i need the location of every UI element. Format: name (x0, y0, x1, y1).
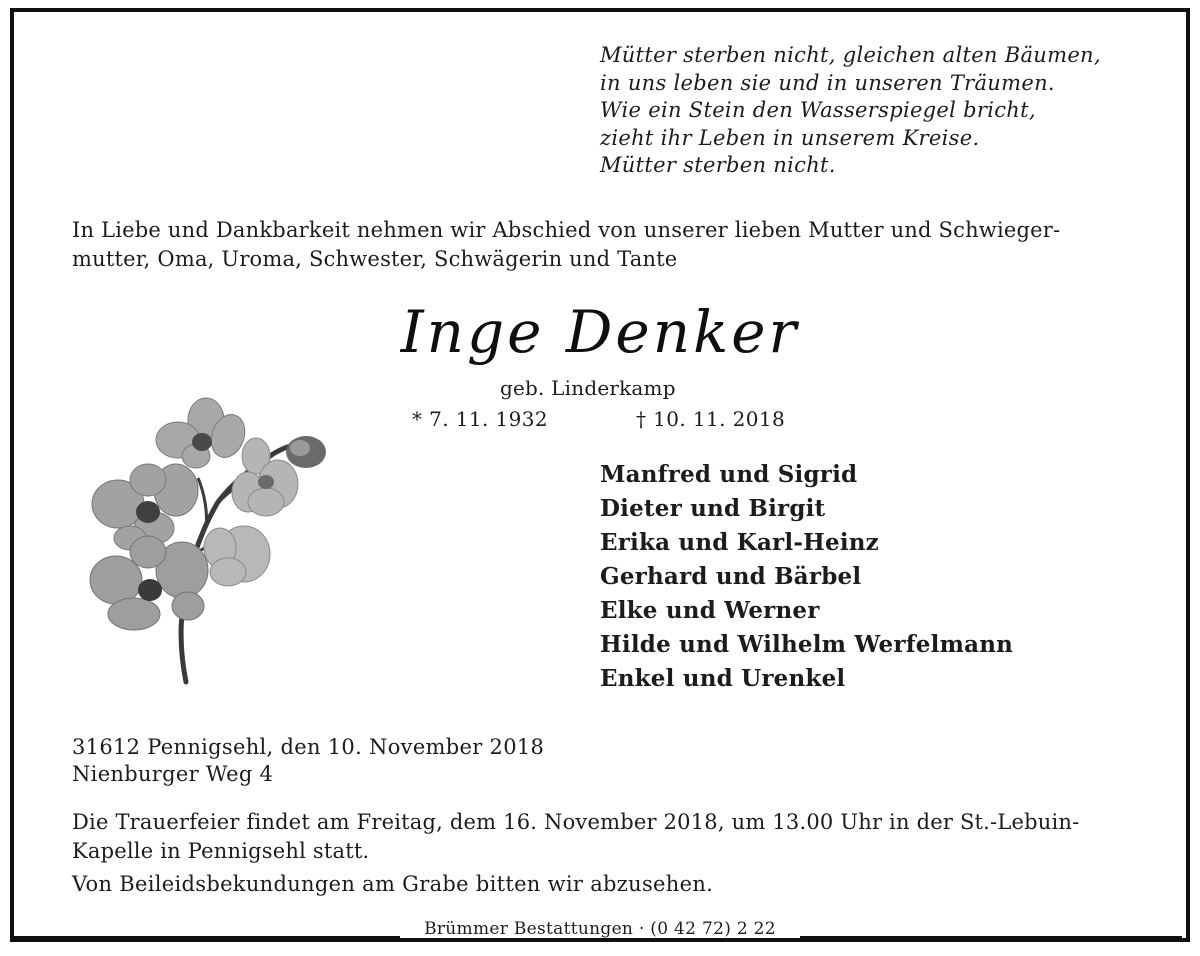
funeral-home-footer: Brümmer Bestattungen · (0 42 72) 2 22 (424, 919, 776, 939)
intro-line: In Liebe und Dankbarkeit nehmen wir Abschied von unserer lieben Mutter und Schwieger- (72, 218, 1061, 242)
poem (600, 42, 1101, 180)
family-entry: Enkel und Urenkel (600, 665, 846, 692)
service-info (72, 808, 1079, 866)
footer-divider-right (800, 936, 1182, 939)
death-date: † 10. 11. 2018 (636, 407, 786, 431)
address-block (72, 734, 544, 788)
poem-line: Mütter sterben nicht. (600, 153, 836, 177)
address-line: Nienburger Weg 4 (72, 762, 274, 786)
family-entry: Manfred und Sigrid (600, 461, 858, 488)
poem-line: Wie ein Stein den Wasserspiegel bricht, (600, 98, 1036, 122)
service-line: Kapelle in Pennigsehl statt. (72, 839, 370, 863)
service-line: Die Trauerfeier findet am Freitag, dem 16. November 2018, um 13.00 Uhr in der St.-Lebuin- (72, 810, 1080, 834)
family-entry: Hilde und Wilhelm Werfelmann (600, 631, 1014, 658)
poem-line: zieht ihr Leben in unserem Kreise. (600, 125, 980, 150)
family-entry: Elke und Werner (600, 597, 820, 624)
family-entry: Gerhard und Bärbel (600, 563, 862, 590)
poem-line: in uns leben sie und in unseren Träumen. (600, 70, 1055, 95)
birth-date: * 7. 11. 1932 (412, 407, 549, 431)
deceased-name: Inge Denker (400, 298, 800, 366)
maiden-name: geb. Linderkamp (500, 376, 676, 400)
footer-divider-left (14, 936, 400, 939)
poem-line: Mütter sterben nicht, gleichen alten Bäumen, (600, 43, 1101, 67)
family-list (600, 458, 1013, 696)
family-entry: Dieter und Birgit (600, 495, 826, 522)
intro-text (72, 216, 1142, 274)
orchid-icon (78, 392, 338, 691)
family-entry: Erika und Karl-Heinz (600, 529, 879, 556)
condolence-note: Von Beileidsbekundungen am Grabe bitten wir abzusehen. (72, 872, 714, 896)
address-line: 31612 Pennigsehl, den 10. November 2018 (72, 735, 545, 759)
intro-line: mutter, Oma, Uroma, Schwester, Schwägerin und Tante (72, 247, 678, 271)
